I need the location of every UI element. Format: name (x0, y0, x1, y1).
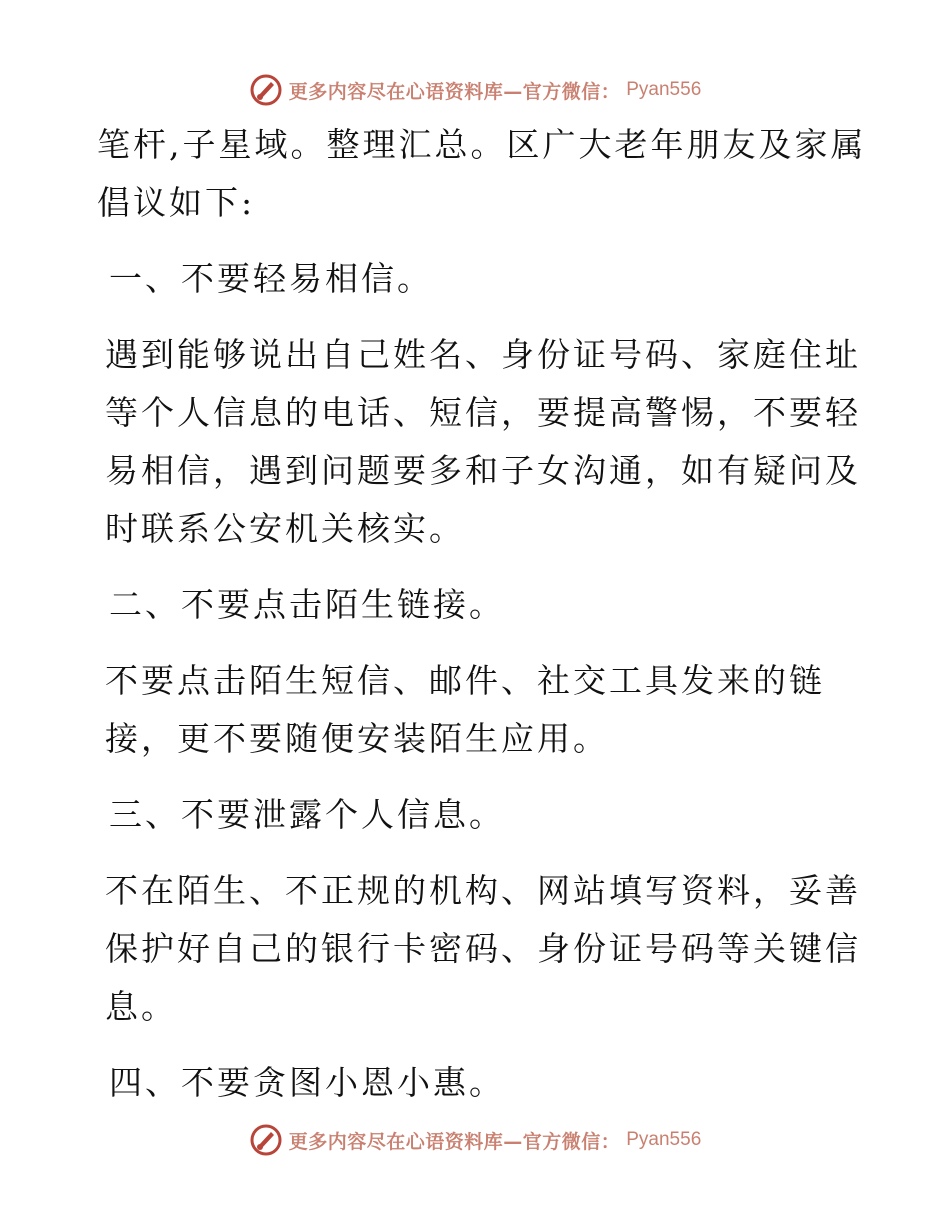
seal-logo-icon (249, 73, 283, 107)
footer-watermark (0, 1120, 950, 1160)
section-2-body: 不要点击陌生短信、邮件、社交工具发来的链接，更不要随便安装陌生应用。 (105, 661, 825, 758)
watermark-text: 更多内容尽在心语资料库—官方微信： (288, 80, 621, 103)
watermark-handle: Pyan556 (626, 79, 702, 100)
header-watermark (0, 70, 950, 110)
intro-line-1: 笔杆,子星域。整理汇总。区广大老年朋友及家属 (97, 125, 867, 164)
section-3-heading: 三、不要泄露个人信息。 (109, 795, 505, 834)
seal-logo-icon (249, 1123, 283, 1157)
section-3-body: 不在陌生、不正规的机构、网站填写资料，妥善保护好自己的银行卡密码、身份证号码等关键信息。 (105, 871, 861, 1026)
document-body (97, 116, 867, 1130)
watermark-handle: Pyan556 (626, 1129, 702, 1150)
watermark-text: 更多内容尽在心语资料库—官方微信： (288, 1130, 621, 1153)
section-2-heading: 二、不要点击陌生链接。 (109, 585, 505, 624)
intro-paragraph (97, 116, 867, 232)
section-4-heading: 四、不要贪图小恩小惠。 (109, 1063, 505, 1102)
section-1-heading: 一、不要轻易相信。 (109, 259, 433, 298)
section-1-body: 遇到能够说出自己姓名、身份证号码、家庭住址等个人信息的电话、短信，要提高警惕，不要轻易相信，遇到问题要多和子女沟通，如有疑问及时联系公安机关核实。 (105, 335, 861, 548)
intro-line-2: 倡议如下: (97, 183, 256, 222)
